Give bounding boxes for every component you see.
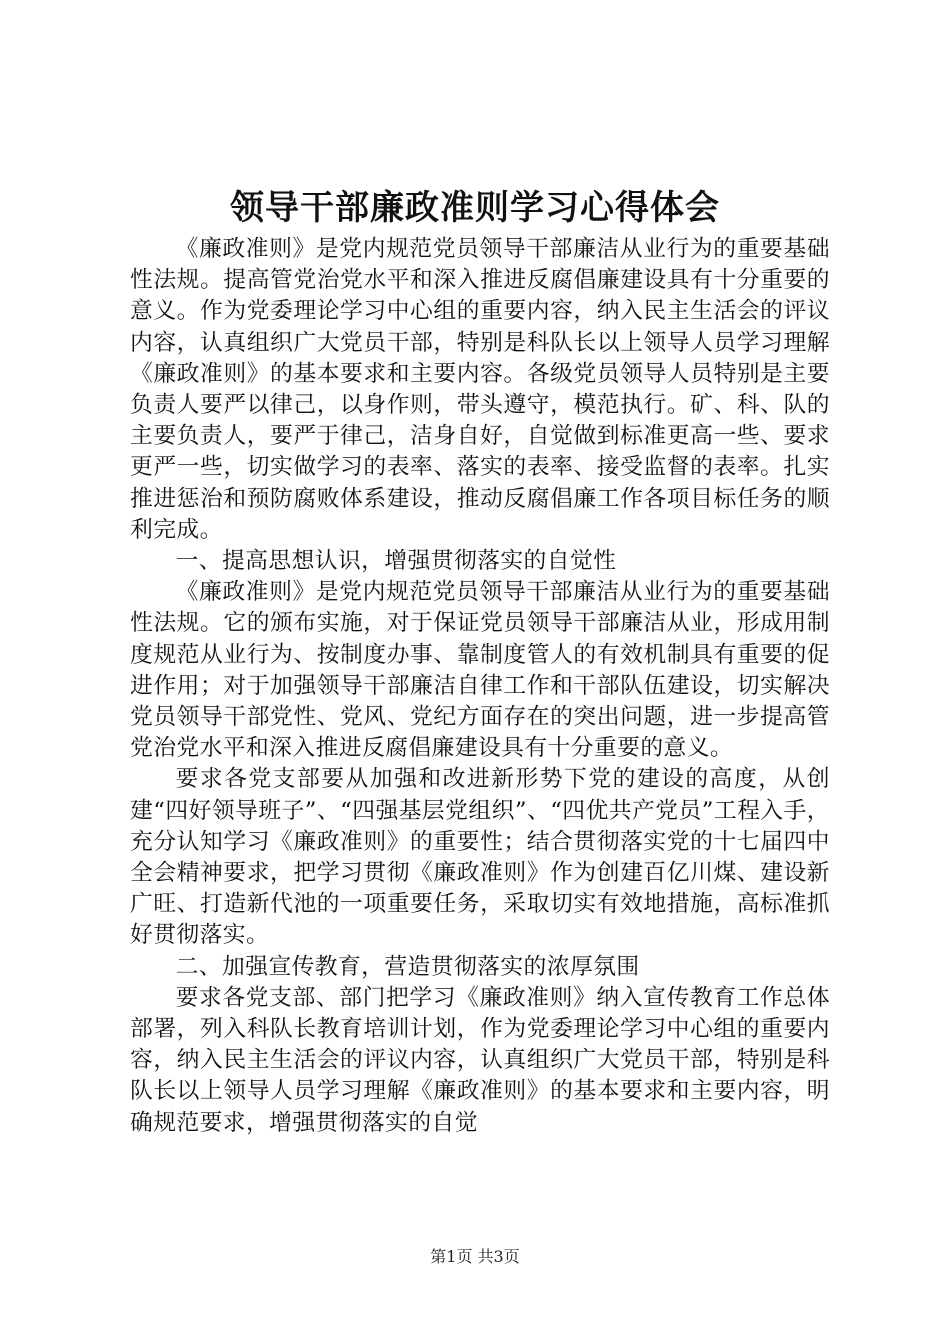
section-heading-1: 一、提高思想认识，增强贯彻落实的自觉性 <box>175 548 617 575</box>
paragraph-section2-a: 要求各党支部、部门把学习《廉政准则》纳入宣传教育工作总体部署，列入科队长教育培训计划，作为党委理论学习中心组的重要内容，纳入民主生活会的评议内容，认真组织广大党员干部，特别是科队长以上领导人员学习理解《廉政准则》的基本要求和主要内容，明确规范要求，增强贯彻落实的自觉 <box>130 984 830 1136</box>
section-heading-2: 二、加强宣传教育，营造贯彻落实的浓厚氛围 <box>175 953 640 980</box>
paragraph-section1-b: 要求各党支部要从加强和改进新形势下党的建设的高度，从创建“四好领导班子”、“四强基层党组织”、“四优共产党员”工程入手，充分认知学习《廉政准则》的重要性；结合贯彻落实党的十七届四中全会精神要求，把学习贯彻《廉政准则》作为创建百亿川煤、建设新广旺、打造新代池的一项重要任务，采取切实有效地措施，高标准抓好贯彻落实。 <box>130 766 830 949</box>
paragraph-intro: 《廉政准则》是党内规范党员领导干部廉洁从业行为的重要基础性法规。提高管党治党水平和深入推进反腐倡廉建设具有十分重要的意义。作为党委理论学习中心组的重要内容，纳入民主生活会的评议内容，认真组织广大党员干部，特别是科队长以上领导人员学习理解《廉政准则》的基本要求和主要内容。各级党员领导人员特别是主要负责人要严以律己，以身作则，带头遵守，模范执行。矿、科、队的主要负责人，要严于律己，洁身自好，自觉做到标准更高一些、要求更严一些，切实做学习的表率、落实的表率、接受监督的表率。扎实推进惩治和预防腐败体系建设，推动反腐倡廉工作各项目标任务的顺利完成。 <box>130 236 830 543</box>
document-title: 领导干部廉政准则学习心得体会 <box>230 188 720 228</box>
page-footer: 第1页 共3页 <box>430 1247 520 1266</box>
paragraph-section1-a: 《廉政准则》是党内规范党员领导干部廉洁从业行为的重要基础性法规。它的颁布实施，对于保证党员领导干部廉洁从业，形成用制度规范从业行为、按制度办事、靠制度管人的有效机制具有重要的促进作用；对于加强领导干部廉洁自律工作和干部队伍建设，切实解决党员领导干部党性、党风、党纪方面存在的突出问题，进一步提高管党治党水平和深入推进反腐倡廉建设具有十分重要的意义。 <box>130 579 830 762</box>
document-body <box>130 234 830 1139</box>
